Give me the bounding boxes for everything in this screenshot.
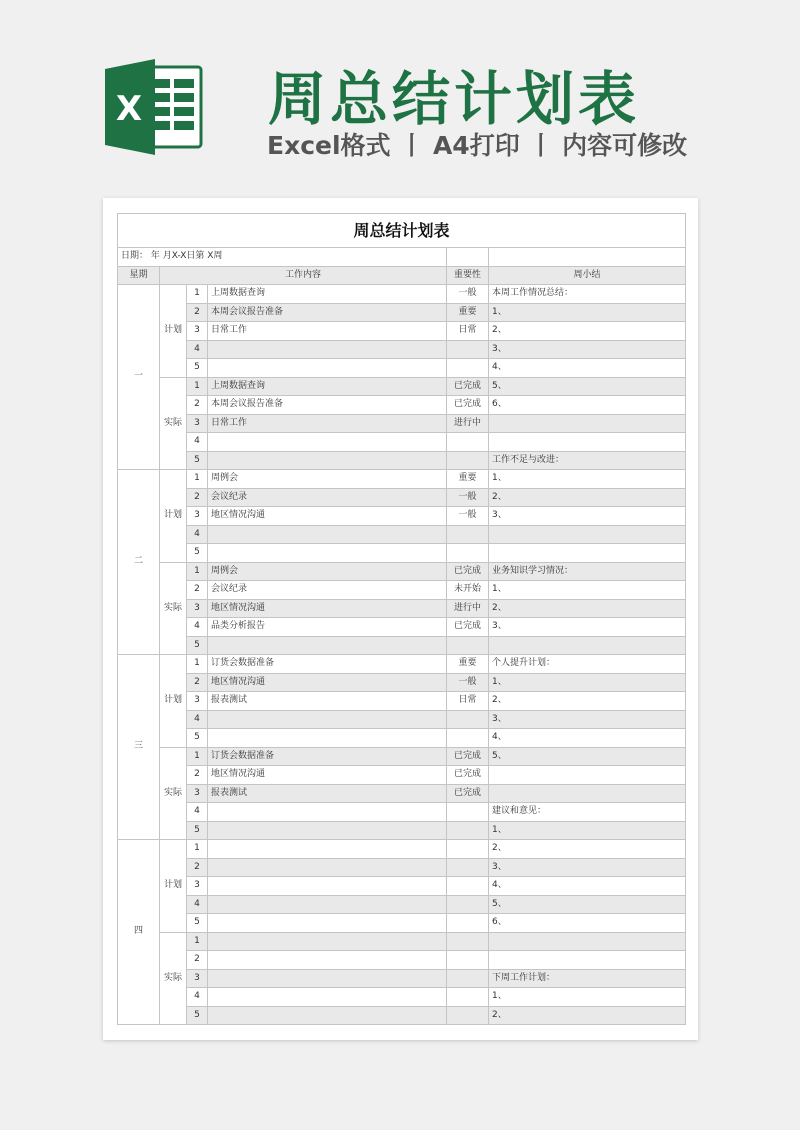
summary-cell: 1、 <box>489 470 686 489</box>
table-row <box>118 451 686 470</box>
table-row <box>118 914 686 933</box>
summary-cell <box>489 525 686 544</box>
table-row <box>118 803 686 822</box>
importance-cell <box>447 877 489 896</box>
task-cell: 会议纪录 <box>208 488 447 507</box>
row-number-cell: 5 <box>187 1006 208 1025</box>
task-cell <box>208 840 447 859</box>
task-cell: 地区情况沟通 <box>208 507 447 526</box>
row-number-cell: 4 <box>187 803 208 822</box>
table-row <box>118 951 686 970</box>
summary-cell: 5、 <box>489 377 686 396</box>
summary-cell: 5、 <box>489 895 686 914</box>
date-row-blank <box>489 248 686 267</box>
table-row <box>118 599 686 618</box>
task-cell <box>208 729 447 748</box>
row-number-cell: 4 <box>187 340 208 359</box>
group-label-cell: 实际 <box>160 932 187 1025</box>
task-cell <box>208 451 447 470</box>
row-number-cell: 5 <box>187 636 208 655</box>
summary-cell <box>489 544 686 563</box>
table-row <box>118 821 686 840</box>
row-number-cell: 2 <box>187 396 208 415</box>
summary-cell: 4、 <box>489 877 686 896</box>
col-header-summary: 周小结 <box>489 266 686 285</box>
task-cell <box>208 969 447 988</box>
summary-cell: 1、 <box>489 673 686 692</box>
importance-cell: 进行中 <box>447 414 489 433</box>
task-cell <box>208 340 447 359</box>
importance-cell <box>447 895 489 914</box>
row-number-cell: 3 <box>187 784 208 803</box>
row-number-cell: 2 <box>187 488 208 507</box>
task-cell <box>208 433 447 452</box>
table-row <box>118 729 686 748</box>
importance-cell: 已完成 <box>447 618 489 637</box>
summary-cell: 2、 <box>489 322 686 341</box>
importance-cell <box>447 840 489 859</box>
importance-cell: 已完成 <box>447 396 489 415</box>
col-header-importance: 重要性 <box>447 266 489 285</box>
summary-cell: 3、 <box>489 340 686 359</box>
table-row <box>118 858 686 877</box>
table-row <box>118 433 686 452</box>
task-cell <box>208 710 447 729</box>
importance-cell: 重要 <box>447 470 489 489</box>
table-row <box>118 932 686 951</box>
task-cell: 日常工作 <box>208 322 447 341</box>
table-row <box>118 877 686 896</box>
row-number-cell: 5 <box>187 914 208 933</box>
page-title: 周总结计划表 <box>268 65 641 133</box>
row-number-cell: 1 <box>187 840 208 859</box>
importance-cell <box>447 710 489 729</box>
summary-cell: 1、 <box>489 303 686 322</box>
task-cell: 订货会数据准备 <box>208 747 447 766</box>
task-cell: 周例会 <box>208 562 447 581</box>
table-row <box>118 784 686 803</box>
table-row <box>118 544 686 563</box>
row-number-cell: 5 <box>187 821 208 840</box>
table-row <box>118 340 686 359</box>
summary-cell: 个人提升计划： <box>489 655 686 674</box>
task-cell <box>208 821 447 840</box>
summary-cell <box>489 932 686 951</box>
row-number-cell: 4 <box>187 433 208 452</box>
row-number-cell: 4 <box>187 895 208 914</box>
summary-cell: 3、 <box>489 858 686 877</box>
importance-cell <box>447 359 489 378</box>
group-label-cell: 计划 <box>160 285 187 378</box>
summary-cell: 2、 <box>489 599 686 618</box>
group-label-cell: 实际 <box>160 562 187 655</box>
importance-cell <box>447 729 489 748</box>
weekday-cell: 一 <box>118 285 160 470</box>
task-cell: 周例会 <box>208 470 447 489</box>
summary-cell: 5、 <box>489 747 686 766</box>
task-cell <box>208 636 447 655</box>
importance-cell: 日常 <box>447 692 489 711</box>
sheet-title-row <box>118 214 686 248</box>
importance-cell: 已完成 <box>447 766 489 785</box>
row-number-cell: 1 <box>187 655 208 674</box>
row-number-cell: 3 <box>187 599 208 618</box>
importance-cell: 日常 <box>447 322 489 341</box>
row-number-cell: 1 <box>187 562 208 581</box>
task-cell: 上周数据查询 <box>208 285 447 304</box>
task-cell <box>208 914 447 933</box>
importance-cell <box>447 544 489 563</box>
task-cell: 地区情况沟通 <box>208 766 447 785</box>
group-label-cell: 实际 <box>160 747 187 840</box>
row-number-cell: 1 <box>187 377 208 396</box>
weekday-cell: 四 <box>118 840 160 1025</box>
task-cell <box>208 544 447 563</box>
table-row <box>118 507 686 526</box>
importance-cell: 已完成 <box>447 747 489 766</box>
svg-text:X: X <box>115 89 143 129</box>
importance-cell: 已完成 <box>447 562 489 581</box>
group-label-cell: 计划 <box>160 655 187 748</box>
task-cell: 地区情况沟通 <box>208 599 447 618</box>
row-number-cell: 2 <box>187 581 208 600</box>
summary-cell: 4、 <box>489 729 686 748</box>
row-number-cell: 5 <box>187 544 208 563</box>
table-row <box>118 322 686 341</box>
row-number-cell: 2 <box>187 858 208 877</box>
task-cell <box>208 359 447 378</box>
summary-cell: 建议和意见： <box>489 803 686 822</box>
summary-cell: 工作不足与改进： <box>489 451 686 470</box>
importance-cell: 一般 <box>447 488 489 507</box>
row-number-cell: 5 <box>187 359 208 378</box>
summary-cell: 1、 <box>489 581 686 600</box>
row-number-cell: 1 <box>187 747 208 766</box>
task-cell: 品类分析报告 <box>208 618 447 637</box>
row-number-cell: 3 <box>187 322 208 341</box>
excel-logo-icon <box>103 57 205 157</box>
plan-table <box>117 213 686 1025</box>
summary-cell: 本周工作情况总结： <box>489 285 686 304</box>
importance-cell <box>447 525 489 544</box>
row-number-cell: 4 <box>187 525 208 544</box>
importance-cell: 一般 <box>447 673 489 692</box>
summary-cell <box>489 636 686 655</box>
table-row <box>118 303 686 322</box>
row-number-cell: 2 <box>187 766 208 785</box>
row-number-cell: 1 <box>187 932 208 951</box>
table-row <box>118 988 686 1007</box>
summary-cell: 6、 <box>489 914 686 933</box>
summary-cell: 下周工作计划： <box>489 969 686 988</box>
task-cell: 日常工作 <box>208 414 447 433</box>
task-cell <box>208 1006 447 1025</box>
importance-cell <box>447 951 489 970</box>
table-row <box>118 673 686 692</box>
table-row <box>118 562 686 581</box>
importance-cell: 已完成 <box>447 784 489 803</box>
row-number-cell: 4 <box>187 618 208 637</box>
row-number-cell: 4 <box>187 710 208 729</box>
table-row <box>118 636 686 655</box>
table-row <box>118 581 686 600</box>
table-row <box>118 1006 686 1025</box>
task-cell <box>208 895 447 914</box>
row-number-cell: 3 <box>187 692 208 711</box>
importance-cell: 一般 <box>447 507 489 526</box>
group-label-cell: 实际 <box>160 377 187 470</box>
importance-cell <box>447 988 489 1007</box>
row-number-cell: 5 <box>187 729 208 748</box>
col-header-task: 工作内容 <box>160 266 447 285</box>
table-row <box>118 710 686 729</box>
sheet-title: 周总结计划表 <box>118 214 686 248</box>
summary-cell <box>489 766 686 785</box>
task-cell: 报表测试 <box>208 692 447 711</box>
task-cell: 报表测试 <box>208 784 447 803</box>
table-row <box>118 488 686 507</box>
summary-cell: 3、 <box>489 710 686 729</box>
summary-cell: 3、 <box>489 618 686 637</box>
task-cell <box>208 932 447 951</box>
summary-cell <box>489 951 686 970</box>
row-number-cell: 3 <box>187 507 208 526</box>
summary-cell: 业务知识学习情况： <box>489 562 686 581</box>
row-number-cell: 3 <box>187 414 208 433</box>
table-row <box>118 895 686 914</box>
task-cell: 地区情况沟通 <box>208 673 447 692</box>
importance-cell <box>447 340 489 359</box>
date-row-blank <box>447 248 489 267</box>
row-number-cell: 2 <box>187 673 208 692</box>
task-cell <box>208 803 447 822</box>
table-row <box>118 414 686 433</box>
task-cell: 订货会数据准备 <box>208 655 447 674</box>
row-number-cell: 2 <box>187 951 208 970</box>
summary-cell: 2、 <box>489 488 686 507</box>
summary-cell: 1、 <box>489 821 686 840</box>
table-row <box>118 747 686 766</box>
group-label-cell: 计划 <box>160 840 187 933</box>
task-cell <box>208 951 447 970</box>
summary-cell: 6、 <box>489 396 686 415</box>
task-cell: 本周会议报告准备 <box>208 303 447 322</box>
table-row <box>118 359 686 378</box>
importance-cell <box>447 636 489 655</box>
importance-cell: 已完成 <box>447 377 489 396</box>
summary-cell: 2、 <box>489 840 686 859</box>
table-row <box>118 692 686 711</box>
date-row <box>118 248 686 267</box>
table-row <box>118 396 686 415</box>
table-row <box>118 766 686 785</box>
importance-cell: 重要 <box>447 303 489 322</box>
col-header-weekday: 星期 <box>118 266 160 285</box>
task-cell: 本周会议报告准备 <box>208 396 447 415</box>
importance-cell: 未开始 <box>447 581 489 600</box>
weekday-cell: 二 <box>118 470 160 655</box>
importance-cell: 一般 <box>447 285 489 304</box>
row-number-cell: 1 <box>187 285 208 304</box>
task-cell <box>208 988 447 1007</box>
table-row <box>118 969 686 988</box>
table-row <box>118 285 686 304</box>
row-number-cell: 5 <box>187 451 208 470</box>
summary-cell: 2、 <box>489 692 686 711</box>
summary-cell <box>489 433 686 452</box>
importance-cell <box>447 932 489 951</box>
date-line: 日期： 年 月X-X日第 X周 <box>118 248 447 267</box>
task-cell: 上周数据查询 <box>208 377 447 396</box>
importance-cell <box>447 1006 489 1025</box>
importance-cell <box>447 914 489 933</box>
table-row <box>118 470 686 489</box>
page-subtitle: Excel格式 丨 A4打印 丨 内容可修改 <box>267 131 688 160</box>
importance-cell <box>447 821 489 840</box>
importance-cell <box>447 969 489 988</box>
group-label-cell: 计划 <box>160 470 187 563</box>
weekday-cell: 三 <box>118 655 160 840</box>
table-row <box>118 840 686 859</box>
summary-cell: 4、 <box>489 359 686 378</box>
table-row <box>118 377 686 396</box>
summary-cell: 1、 <box>489 988 686 1007</box>
importance-cell <box>447 451 489 470</box>
importance-cell <box>447 803 489 822</box>
importance-cell: 进行中 <box>447 599 489 618</box>
row-number-cell: 1 <box>187 470 208 489</box>
row-number-cell: 4 <box>187 988 208 1007</box>
importance-cell <box>447 433 489 452</box>
summary-cell <box>489 414 686 433</box>
summary-cell <box>489 784 686 803</box>
importance-cell: 重要 <box>447 655 489 674</box>
task-cell <box>208 525 447 544</box>
task-cell <box>208 858 447 877</box>
task-cell <box>208 877 447 896</box>
row-number-cell: 2 <box>187 303 208 322</box>
table-row <box>118 618 686 637</box>
row-number-cell: 3 <box>187 877 208 896</box>
importance-cell <box>447 858 489 877</box>
table-row <box>118 655 686 674</box>
summary-cell: 3、 <box>489 507 686 526</box>
row-number-cell: 3 <box>187 969 208 988</box>
task-cell: 会议纪录 <box>208 581 447 600</box>
header-row <box>118 266 686 285</box>
summary-cell: 2、 <box>489 1006 686 1025</box>
table-row <box>118 525 686 544</box>
